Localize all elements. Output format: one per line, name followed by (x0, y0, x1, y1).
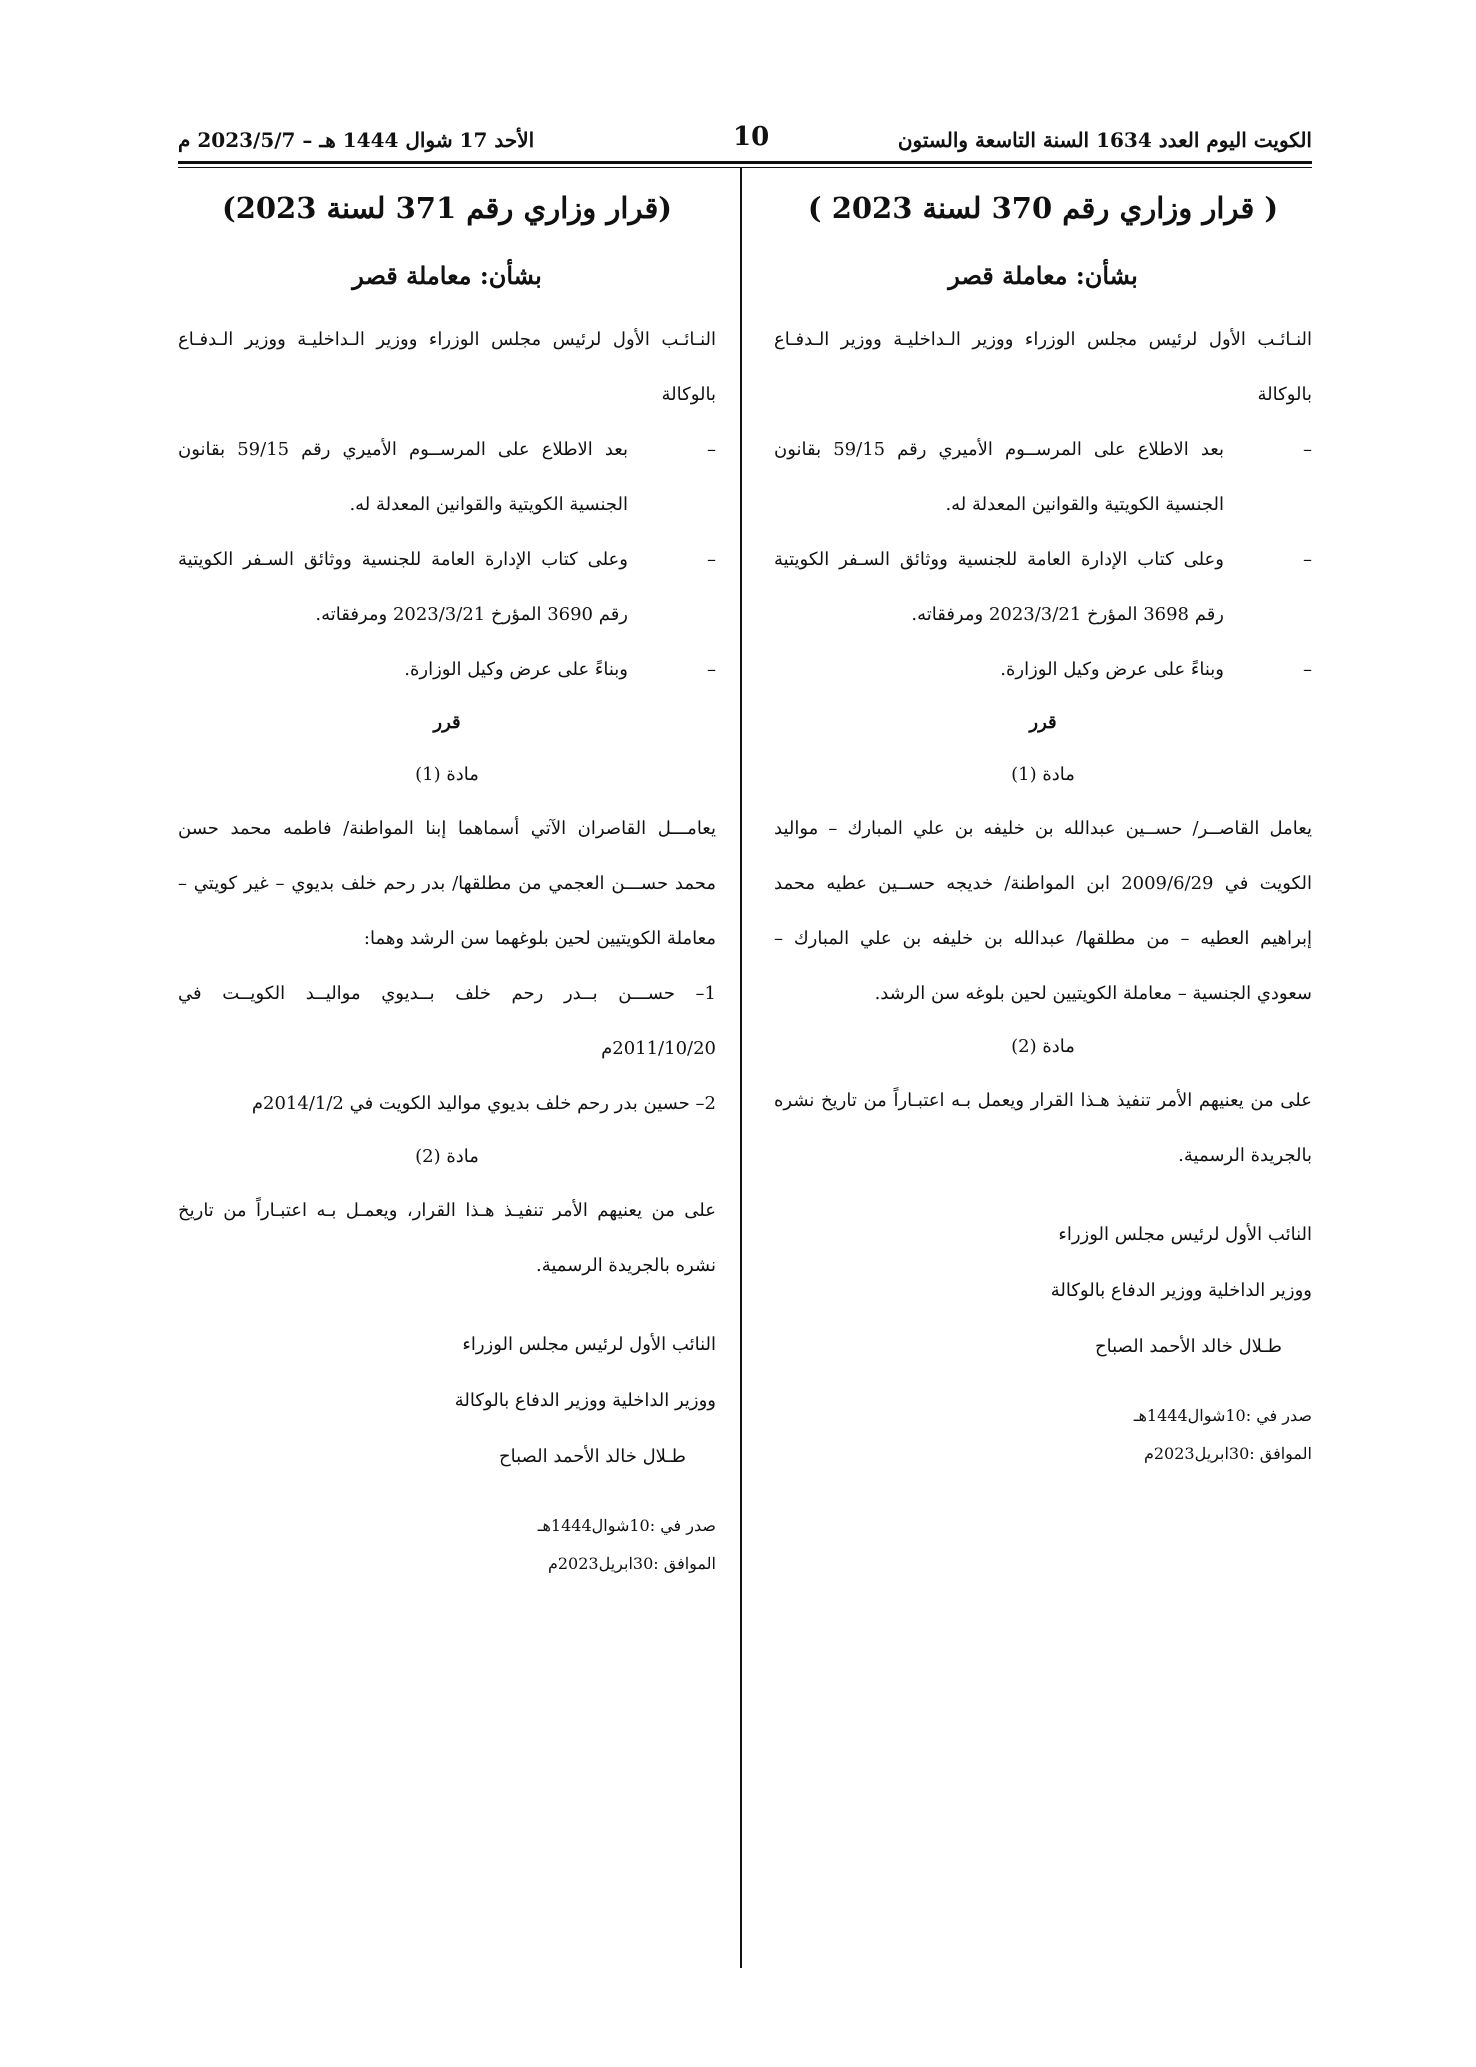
decision-subject: بشأن: معاملة قصر (352, 261, 542, 290)
issue-date-block (178, 1507, 716, 1583)
article-2-text: على من يعنيهم الأمر تنفيذ هـذا القرار ويعمل بـه اعتبـاراً من تاريخ نشره بالجريدة الرسمية. (774, 1090, 1312, 1166)
recital-item (178, 642, 716, 697)
decided-heading: قرر (433, 712, 461, 733)
decision-370-column (774, 180, 1312, 1473)
recital-text: بعد الاطلاع على المرســوم الأميري رقم 59/15 بقانون الجنسية الكويتية والقوانين المعدلة له. (774, 439, 1225, 515)
recital-dash: – (1303, 439, 1312, 460)
issue-date-hijri: صدر في :10شوال1444هـ (1133, 1406, 1312, 1425)
header-date: الأحد 17 شوال 1444 هـ – 2023/5/7 م (178, 128, 535, 152)
recital-text: وبناءً على عرض وكيل الوزارة. (1000, 659, 1224, 680)
header-rule-thin (178, 167, 1312, 168)
recital-text: وعلى كتاب الإدارة العامة للجنسية ووثائق السـفر الكويتية رقم 3698 المؤرخ 2023/3/21 ومرفقاته. (774, 549, 1224, 625)
recital-dash: – (707, 659, 716, 680)
header-issue-info: الكويت اليوم العدد 1634 السنة التاسعة والستون (897, 128, 1312, 152)
child-entry: 2– حسين بدر رحم خلف بديوي مواليد الكويت في 2014/1/2م (251, 1093, 716, 1114)
signature-block (178, 1317, 716, 1485)
recital-item (774, 532, 1312, 642)
article-2-heading: مادة (2) (415, 1146, 479, 1167)
decided-heading: قرر (1029, 712, 1057, 733)
issue-date-gregorian: الموافق :30ابريل2023م (547, 1554, 716, 1573)
recital-item (178, 532, 716, 642)
signatory-name: طـلال خالد الأحمد الصباح (498, 1446, 686, 1467)
issuer-text: النـائـب الأول لرئيس مجلس الوزراء ووزير الـداخليـة ووزير الـدفـاع بالوكالة (774, 329, 1312, 405)
article-1-heading: مادة (1) (415, 764, 479, 785)
page-header (178, 122, 1312, 156)
decision-title: (قرار وزاري رقم 371 لسنة 2023) (221, 191, 673, 225)
decision-subject: بشأن: معاملة قصر (948, 261, 1138, 290)
article-1-text: يعامل القاصــر/ حســين عبدالله بن خليفه بن علي المبارك – مواليد الكويت في 2009/6/29 ابن المواطنة/ خديجه حســين عطيه محمد إبراهيم العطيه – من مطلقها/ عبدالله بن خليفه بن علي المبارك – سعودي الجنسية – معاملة الكويتيين لحين بلوغه سن الرشد. (774, 818, 1312, 1004)
recital-item (178, 422, 716, 532)
recital-item (774, 422, 1312, 532)
article-2-text: على من يعنيهم الأمر تنفيـذ هـذا القرار، ويعمـل بـه اعتبـاراً من تاريخ نشره بالجريدة الرسمية. (178, 1200, 716, 1276)
issue-date-block (774, 1397, 1312, 1473)
signature-block (774, 1207, 1312, 1375)
article-2-heading: مادة (2) (1011, 1036, 1075, 1057)
recital-dash: – (707, 549, 716, 570)
recital-text: وبناءً على عرض وكيل الوزارة. (404, 659, 628, 680)
child-entry: 1– حســـن بــدر رحم خلف بــديوي مواليــد الكويــت في 2011/10/20م (178, 983, 716, 1059)
decision-title: ( قرار وزاري رقم 370 لسنة 2023 ) (807, 191, 1279, 225)
signatory-name: طـلال خالد الأحمد الصباح (1094, 1336, 1282, 1357)
recital-text: بعد الاطلاع على المرســوم الأميري رقم 59/15 بقانون الجنسية الكويتية والقوانين المعدلة له. (178, 439, 629, 515)
article-1-text: يعامـــل القاصران الآتي أسماهما إبنا المواطنة/ فاطمه محمد حسن محمد حســـن العجمي من مطلقها/ بدر رحم خلف بديوي – غير كويتي – معاملة الكويتيين لحين بلوغهما سن الرشد وهما: (178, 818, 716, 949)
page-number: 10 (733, 122, 770, 152)
issue-date-gregorian: الموافق :30ابريل2023م (1143, 1444, 1312, 1463)
recital-dash: – (707, 439, 716, 460)
issue-date-hijri: صدر في :10شوال1444هـ (537, 1516, 716, 1535)
issuer-text: النـائـب الأول لرئيس مجلس الوزراء ووزير الـداخليـة ووزير الـدفـاع بالوكالة (178, 329, 716, 405)
column-divider (740, 168, 742, 1968)
signature-title-line1: النائب الأول لرئيس مجلس الوزراء (462, 1334, 716, 1355)
article-1-heading: مادة (1) (1011, 764, 1075, 785)
recital-dash: – (1303, 659, 1312, 680)
recital-dash: – (1303, 549, 1312, 570)
signature-title-line1: النائب الأول لرئيس مجلس الوزراء (1058, 1224, 1312, 1245)
decision-371-column (178, 180, 716, 1583)
signature-title-line2: ووزير الداخلية ووزير الدفاع بالوكالة (454, 1390, 716, 1411)
recital-item (774, 642, 1312, 697)
signature-title-line2: ووزير الداخلية ووزير الدفاع بالوكالة (1050, 1280, 1312, 1301)
recital-text: وعلى كتاب الإدارة العامة للجنسية ووثائق السـفر الكويتية رقم 3690 المؤرخ 2023/3/21 ومرفقاته. (178, 549, 628, 625)
header-rule-thick (178, 161, 1312, 164)
